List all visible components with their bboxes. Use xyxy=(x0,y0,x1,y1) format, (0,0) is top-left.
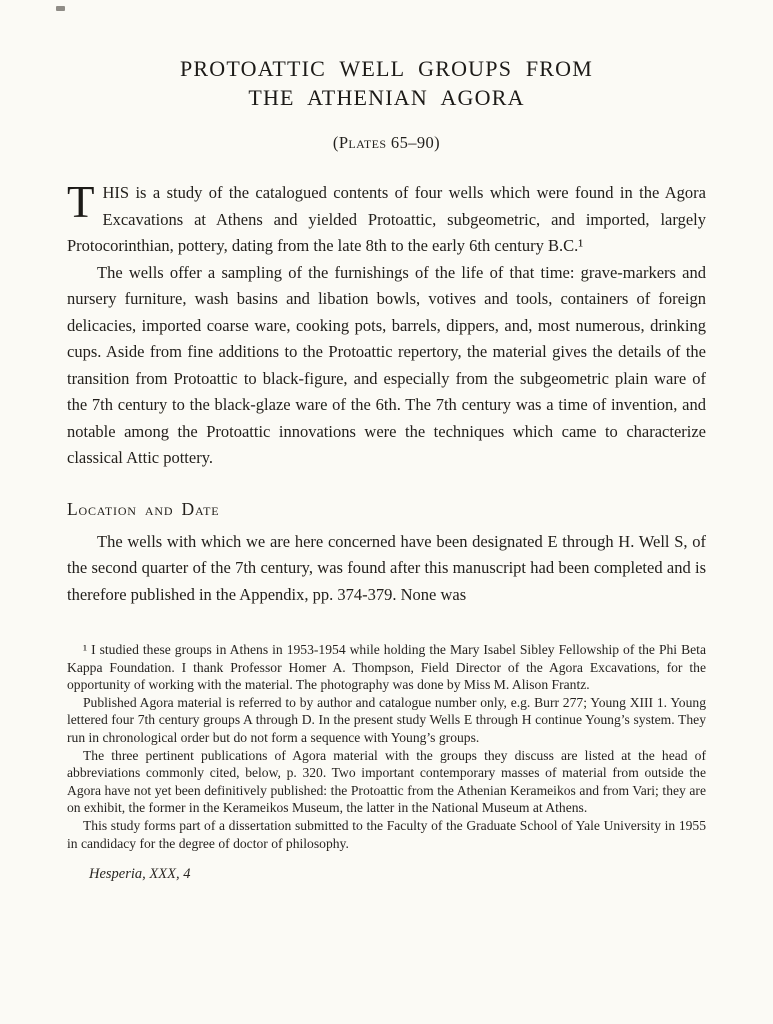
paragraph-overview: The wells offer a sampling of the furnishings of the life of that time: grave-markers and nursery furniture, wash basins and libation bowls, votives and tools, containers of foreign delicacies, imported coarse ware, cooking pots, barrels, dippers, and, most numerous, drinking cups. Aside from fine additions to the Protoattic repertory, the material gives the details of the transition from Protoattic to black-figure, and especially from the subgeometric plain ware of the 7th century to the black-glaze ware of the 6th. The 7th century was a time of invention, and notable among the Protoattic innovations were the techniques which came to characterize classical Attic pottery. xyxy=(67,262,706,468)
paragraph-wells: The wells with which we are here concerned have been designated E through H. Well S, of the second quarter of the 7th century, was found after this manuscript had been completed and is therefore published in the Appendix, pp. 374-379. None was xyxy=(67,531,706,604)
footnote-1-continued-dissertation: This study forms part of a dissertation submitted to the Faculty of the Graduate School of Yale University in 1955 in candidacy for the degree of doctor of philosophy. xyxy=(67,818,706,851)
section-heading-location-and-date: Location and Date xyxy=(67,498,220,519)
footnotes-block xyxy=(67,641,706,852)
footnote-1: ¹ I studied these groups in Athens in 1953-1954 while holding the Mary Isabel Sibley Fellowship of the Phi Beta Kappa Foundation. I thank Professor Homer A. Thompson, Field Director of the Agora Excavations, for the opportunity of working with the material. The photography was done by Miss M. Alison Frantz. xyxy=(67,642,706,693)
paragraph-intro xyxy=(67,177,706,260)
footnote-1-continued-publications: Published Agora material is referred to by author and catalogue number only, e.g. Burr 277; Young XIII 1. Young lettered four 7th century groups A through D. In the present study Wells E through H continue Young’s system. They run in chronological order but do not form a sequence with Young’s groups. xyxy=(67,694,706,746)
journal-footer: Hesperia, XXX, 4 xyxy=(89,866,191,882)
title-line-1: PROTOATTIC WELL GROUPS FROM xyxy=(180,56,593,81)
drop-cap: T xyxy=(67,177,95,228)
footnote-1-continued-pertinent: The three pertinent publications of Agora material with the groups they discuss are listed at the head of abbreviations commonly cited, below, p. 320. Two important contemporary masses of material from outside the Agora have not yet been definitively published: the Protoattic from the Athenian Kerameikos and from Vari; they are on exhibit, the former in the Kerameikos Museum, the latter in the National Museum at Athens. xyxy=(67,747,706,816)
plates-subtitle: (Plates 65–90) xyxy=(332,133,441,153)
scan-artifact-mark xyxy=(56,6,65,11)
paragraph-intro-text: HIS is a study of the catalogued contents of four wells which were found in the Agora Excavations at Athens and yielded Protoattic, subgeometric, and imported, largely Protocorinthian, pottery, dating from the late 8th to the early 6th century B.C.¹ xyxy=(67,183,706,256)
page-title xyxy=(67,54,706,112)
title-line-2: THE ATHENIAN AGORA xyxy=(248,85,525,111)
